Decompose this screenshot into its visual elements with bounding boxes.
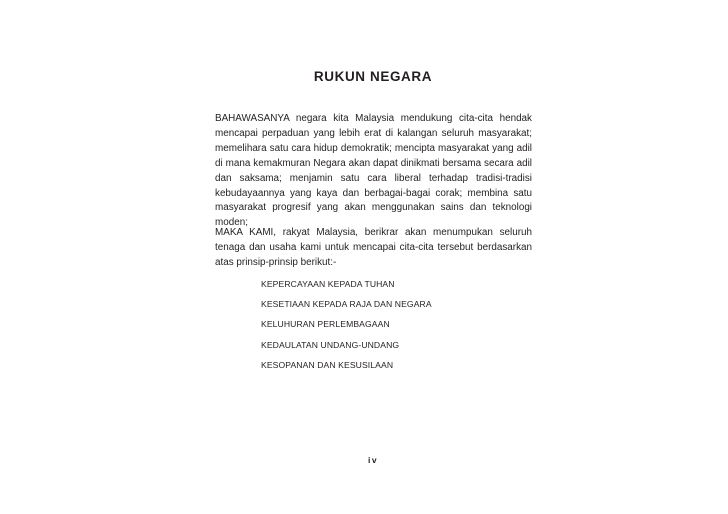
principle-item-2: KESETIAAN KEPADA RAJA DAN NEGARA [261,299,432,310]
page-title: RUKUN NEGARA [313,69,433,84]
principle-item-4: KEDAULATAN UNDANG-UNDANG [261,339,400,350]
principle-item-1: KEPERCAYAAN KEPADA TUHAN [261,279,395,289]
page-number: iv [367,455,379,465]
pledge-paragraph: MAKA KAMI, rakyat Malaysia, berikrar akan menumpukan seluruh tenaga dan usaha kami untuk mencapai cita-cita tersebut berdasarkan atas prinsip-prinsip berikut:- [215,227,532,268]
preamble-paragraph: BAHAWASANYA negara kita Malaysia mendukung cita-cita hendak mencapai perpaduan yang lebih erat di kalangan seluruh masyarakat; memelihara satu cara hidup demokratik; mencipta masyarakat yang adil di mana kemakmuran Negara akan dapat dinikmati bersama secara adil dan saksama; menjamin satu cara liberal terhadap tradisi-tradisi kebudayaannya yang kaya dan berbagai-bagai corak; membina satu masyarakat progresif yang akan menggunakan sains dan teknologi moden; [215,113,532,229]
principle-item-3: KELUHURAN PERLEMBAGAAN [261,319,390,330]
principles-list [261,274,432,375]
principle-item-5: KESOPANAN DAN KESUSILAAN [261,359,394,370]
